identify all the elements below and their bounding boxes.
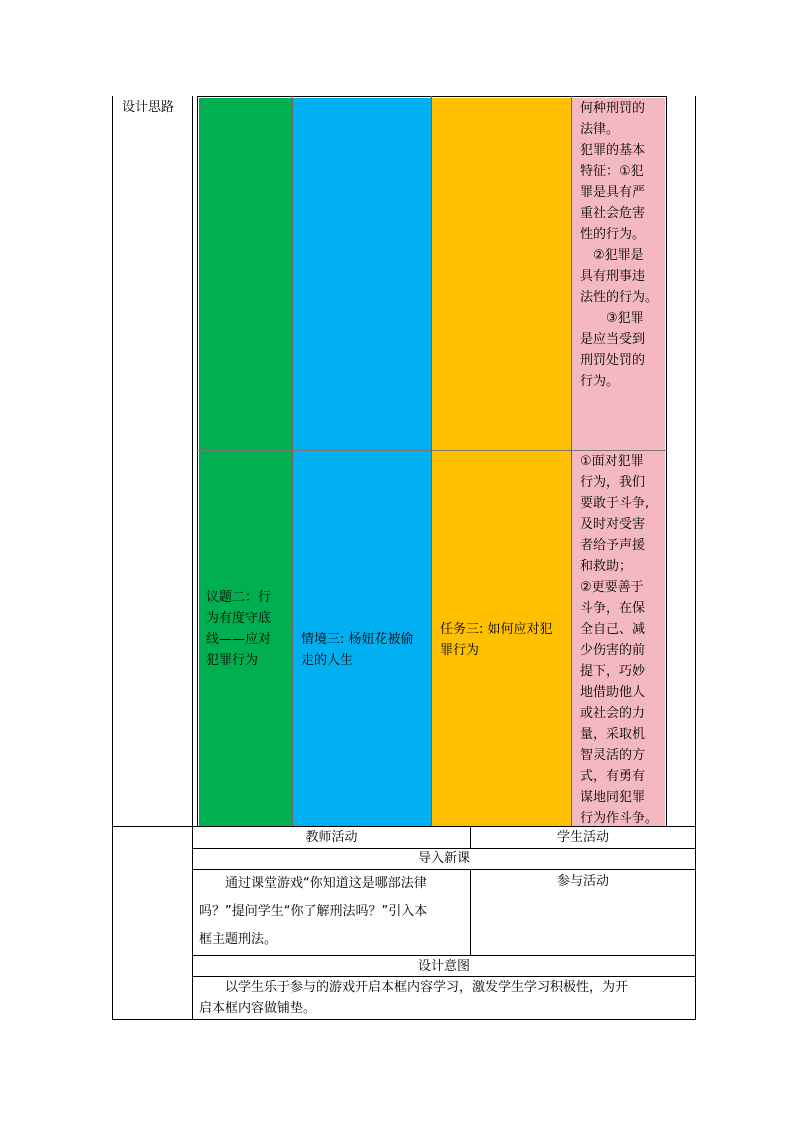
teacher-activity-text xyxy=(199,870,469,954)
intro-section-title: 导入新课 xyxy=(417,851,470,866)
color-area-border-right xyxy=(666,96,667,826)
text-line: 特征：①犯 xyxy=(580,164,644,179)
text-line: 重社会危害 xyxy=(580,206,646,221)
student-activity-header: 学生活动 xyxy=(556,830,609,845)
student-activity-text: 参与活动 xyxy=(556,874,609,889)
text-line: 具有刑事违 xyxy=(580,269,646,284)
text-line: 通过课堂游戏“你知道这是哪部法律 xyxy=(199,876,427,891)
text-line: 法律。 xyxy=(580,122,620,137)
text-line: 启本框内容做铺垫。 xyxy=(199,1001,317,1016)
col-divider-1 xyxy=(292,96,293,826)
blue-cell-upper xyxy=(293,98,432,450)
text-line: 法性的行为。 xyxy=(580,290,659,305)
teacher-activity-header: 教师活动 xyxy=(305,830,358,845)
text-line: ①面对犯罪 xyxy=(580,454,644,469)
text-line: ②更要善于 xyxy=(580,580,644,595)
green-cell-upper xyxy=(199,98,293,450)
text-line: 者给予声援 xyxy=(580,538,646,553)
text-line: 和救助； xyxy=(580,559,633,574)
text-line: 及时对受害 xyxy=(580,517,646,532)
text-line: 线——应对 xyxy=(206,632,272,647)
text-line: 少伤害的前 xyxy=(580,643,646,658)
pink-cell-lower-text xyxy=(580,451,666,829)
text-line: 议题二：行 xyxy=(206,590,272,605)
text-line: ③犯罪 xyxy=(580,311,644,326)
text-line: 为有度守底 xyxy=(206,611,272,626)
topic-two-text xyxy=(206,587,290,671)
pink-cell-upper-text xyxy=(580,98,666,392)
text-line: 以学生乐于参与的游戏开启本框内容学习，激发学生学习积极性，为开 xyxy=(199,980,629,995)
text-line: 行为，我们 xyxy=(580,475,646,490)
situation-three-text xyxy=(301,629,431,671)
col-divider-2 xyxy=(431,96,432,826)
design-intent-text xyxy=(199,977,695,1019)
text-line: 提下，巧妙 xyxy=(580,664,646,679)
table-border-right xyxy=(695,96,696,1020)
text-line: 犯罪行为 xyxy=(206,653,259,668)
text-line: 吗？”提问学生“你了解刑法吗？”引入本 xyxy=(199,904,428,919)
table-border-left xyxy=(112,96,113,1020)
text-line: 要敢于斗争, xyxy=(580,496,650,511)
task-three-text xyxy=(440,619,571,661)
text-line: 行为作斗争。 xyxy=(580,811,659,826)
label-column-divider xyxy=(192,96,193,1020)
design-intent-title: 设计意图 xyxy=(417,959,470,974)
text-line: 犯罪的基本 xyxy=(580,143,646,158)
text-line: 框主题刑法。 xyxy=(199,932,278,947)
text-line: 情境三: 杨妞花被偷 xyxy=(301,632,414,647)
text-line: 罪是具有严 xyxy=(580,185,646,200)
color-area-border-left xyxy=(197,96,198,826)
text-line: 何种刑罚的 xyxy=(580,101,646,116)
col-divider-3 xyxy=(571,96,572,826)
text-line: 走的人生 xyxy=(301,653,354,668)
text-line: 刑罚处罚的 xyxy=(580,353,646,368)
text-line: 性的行为。 xyxy=(580,227,646,242)
text-line: 行为。 xyxy=(580,374,620,389)
text-line: 地借助他人 xyxy=(580,685,646,700)
text-line: 量，采取机 xyxy=(580,727,646,742)
text-line: 全自己、减 xyxy=(580,622,646,637)
color-area-border-top xyxy=(197,96,667,97)
text-line: 或社会的力 xyxy=(580,706,646,721)
text-line: 是应当受到 xyxy=(580,332,646,347)
text-line: 罪行为 xyxy=(440,643,480,658)
table-border-bottom xyxy=(112,1019,696,1020)
text-line: ②犯罪是 xyxy=(580,248,644,263)
text-line: 任务三: 如何应对犯 xyxy=(440,622,553,637)
text-line: 谋地同犯罪 xyxy=(580,790,646,805)
text-line: 斗争，在保 xyxy=(580,601,646,616)
design-thinking-label: 设计思路 xyxy=(122,100,175,115)
text-line: 式，有勇有 xyxy=(580,769,646,784)
text-line: 智灵活的方 xyxy=(580,748,646,763)
orange-cell-upper xyxy=(432,98,572,450)
